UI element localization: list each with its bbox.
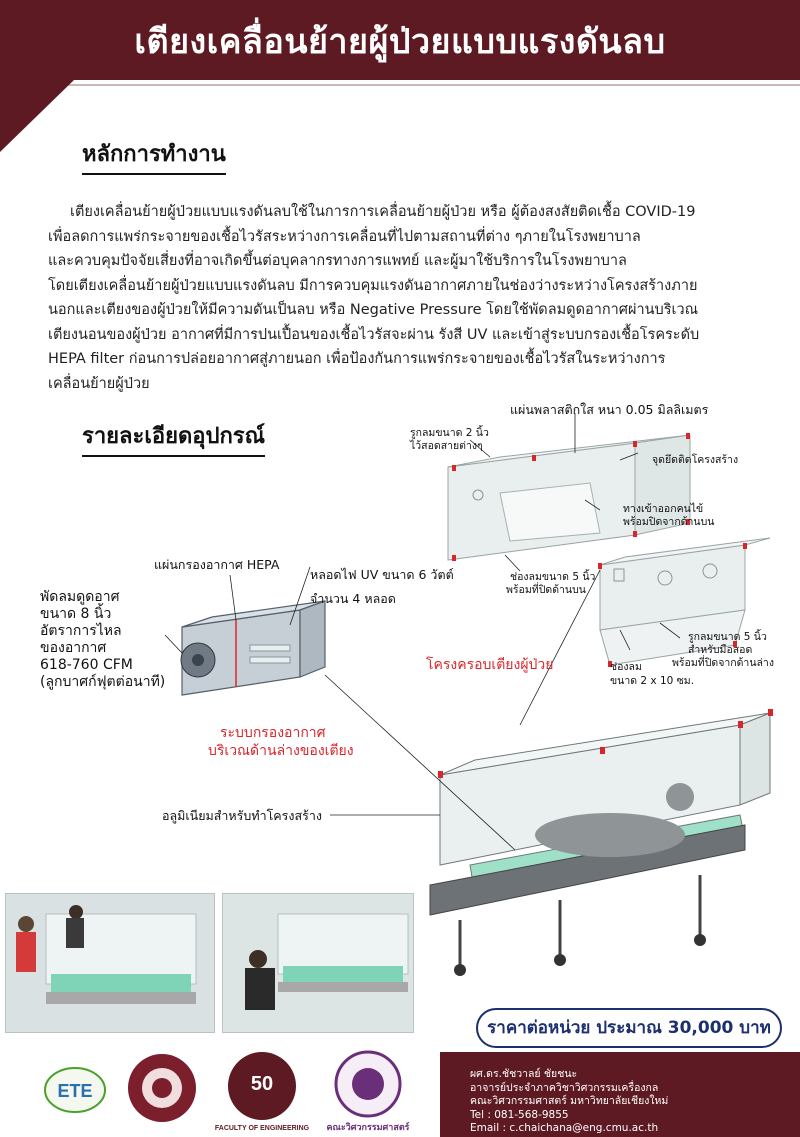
label-hepa: แผ่นกรองอากาศ HEPA — [154, 557, 280, 572]
label-fan-6: (ลูกบาศก์ฟุตต่อนาที) — [40, 674, 166, 690]
mechanical-eng-logo — [128, 1054, 196, 1122]
contact-tel: Tel : 081-568-9855 — [470, 1108, 569, 1121]
filter-box-illustration — [181, 601, 325, 695]
contact-info — [470, 1068, 790, 1136]
photo-bed-demo-2 — [222, 893, 414, 1033]
label-hole-5in-a-sub: พร้อมที่ปิดด้านบน — [506, 584, 586, 596]
label-hole-5in-b: รูกลมขนาด 5 นิ้ว — [688, 631, 767, 643]
ete-logo — [45, 1068, 105, 1112]
label-fan-3: อัตราการไหล — [40, 623, 122, 639]
paragraph-line: โดยเตียงเคลื่อนย้ายผู้ป่วยแบบแรงดันลบ มีการควบคุมแรงดันอากาศภายในช่องว่างระหว่างโครงสร้างภาย — [48, 277, 698, 294]
principle-heading: หลักการทำงาน — [82, 136, 226, 175]
label-fan-2: ขนาด 8 นิ้ว — [40, 606, 112, 622]
cmu-faculty-text: คณะวิศวกรรมศาสตร์ — [326, 1123, 410, 1133]
cmu-engineering-logo — [326, 1052, 409, 1133]
contact-email[interactable]: Email : c.chaichana@eng.cmu.ac.th — [470, 1122, 659, 1134]
label-vent-size: ขนาด 2 x 10 ซม. — [610, 675, 695, 687]
label-uv: หลอดไฟ UV ขนาด 6 วัตต์ — [310, 567, 454, 582]
label-hole-5in-a: ช่องลมขนาด 5 นิ้ว — [510, 571, 596, 583]
label-filter-system-sub: บริเวณด้านล่างของเตียง — [208, 743, 354, 759]
paragraph-line: นอกและเตียงของผู้ป่วยให้มีความดันเป็นลบ หรือ Negative Pressure โดยใช้พัดลมดูดอากาศผ่านบริเวณ — [48, 302, 699, 318]
price-badge: ราคาต่อหน่วย ประมาณ 30,000 บาท — [476, 1008, 782, 1048]
contact-faculty: คณะวิศวกรรมศาสตร์ มหาวิทยาลัยเชียงใหม่ — [470, 1095, 669, 1107]
label-hole-2in: รูกลมขนาด 2 นิ้ว — [410, 427, 489, 439]
label-uv-count: จำนวน 4 หลอด — [310, 591, 396, 606]
paragraph-line: เพื่อลดการแพร่กระจายของเชื้อไวรัสระหว่างการเคลื่อนที่ไปตามสถานที่ต่าง ๆภายในโรงพยาบาล — [48, 228, 641, 245]
bed-illustration — [430, 709, 773, 976]
label-hole-5in-b-sub2: พร้อมที่ปิดจากด้านล่าง — [672, 657, 774, 669]
paragraph-line: และควบคุมปัจจัยเสี่ยงที่อาจเกิดขึ้นต่อบุคลากรทางการแพทย์ และผู้มาใช้บริการในโรงพยาบาล — [48, 253, 627, 269]
principle-paragraph — [48, 200, 760, 396]
paragraph-line: เคลื่อนย้ายผู้ป่วย — [48, 375, 150, 392]
header-corner-wedge — [0, 80, 74, 152]
faculty-name-text: FACULTY OF ENGINEERING — [214, 1125, 310, 1132]
label-bed-cover: โครงครอบเตียงผู้ป่วย — [426, 657, 554, 673]
label-frame-clamp: จุดยึดติดโครงสร้าง — [652, 454, 739, 466]
page-title: เตียงเคลื่อนย้ายผู้ป่วยแบบแรงดันลบ — [134, 22, 666, 62]
label-entry-sub: พร้อมปิดจากด้านบน — [623, 516, 715, 528]
contact-name: ผศ.ดร.ชัชวาลย์ ชัยชนะ — [470, 1068, 578, 1080]
label-aluminium: อลูมิเนียมสำหรับทำโครงสร้าง — [162, 808, 322, 823]
label-entry: ทางเข้าออกคนไข้ — [623, 503, 704, 515]
label-vent: ช่องลม — [610, 661, 642, 673]
label-plastic-sheet: แผ่นพลาสติกใส หนา 0.05 มิลลิเมตร — [510, 402, 709, 417]
faculty-50-text: 50 — [250, 1073, 274, 1095]
detail-heading: รายละเอียดอุปกรณ์ — [82, 418, 265, 457]
label-fan-4: ของอากาศ — [40, 640, 107, 656]
paragraph-line: เตียงนอนของผู้ป่วย อากาศที่มีการปนเปื้อนของเชื้อไวรัสจะผ่าน รังสี UV และเข้าสู่ระบบกรองเชื้อโรคระดับ — [48, 326, 700, 343]
paragraph-line: HEPA filter ก่อนการปล่อยอากาศสู่ภายนอก เพื่อป้องกันการแพร่กระจายของเชื้อไวรัสในระหว่างการ — [48, 351, 666, 367]
label-hole-2in-sub: ไว้สอดสายต่างๆ — [410, 440, 483, 452]
label-hole-5in-b-sub1: สำหรับมือสอด — [688, 644, 753, 656]
photo-bed-demo-1 — [5, 893, 215, 1033]
label-filter-system: ระบบกรองอากาศ — [220, 725, 326, 741]
logo-strip — [0, 1040, 440, 1137]
header-bar — [0, 0, 800, 80]
contact-position: อาจารย์ประจำภาควิชาวิศวกรรมเครื่องกล — [470, 1081, 659, 1094]
ete-logo-text: ETE — [57, 1081, 93, 1101]
label-fan-1: พัดลมดูดอาศ — [40, 589, 120, 605]
header-divider — [0, 84, 800, 86]
paragraph-line: เตียงเคลื่อนย้ายผู้ป่วยแบบแรงดันลบใช้ในการการเคลื่อนย้ายผู้ป่วย หรือ ผู้ต้องสงสัยติดเชื้อ COVID-19 — [70, 204, 696, 220]
faculty-50-logo — [215, 1052, 310, 1132]
label-fan-5: 618-760 CFM — [40, 657, 133, 673]
